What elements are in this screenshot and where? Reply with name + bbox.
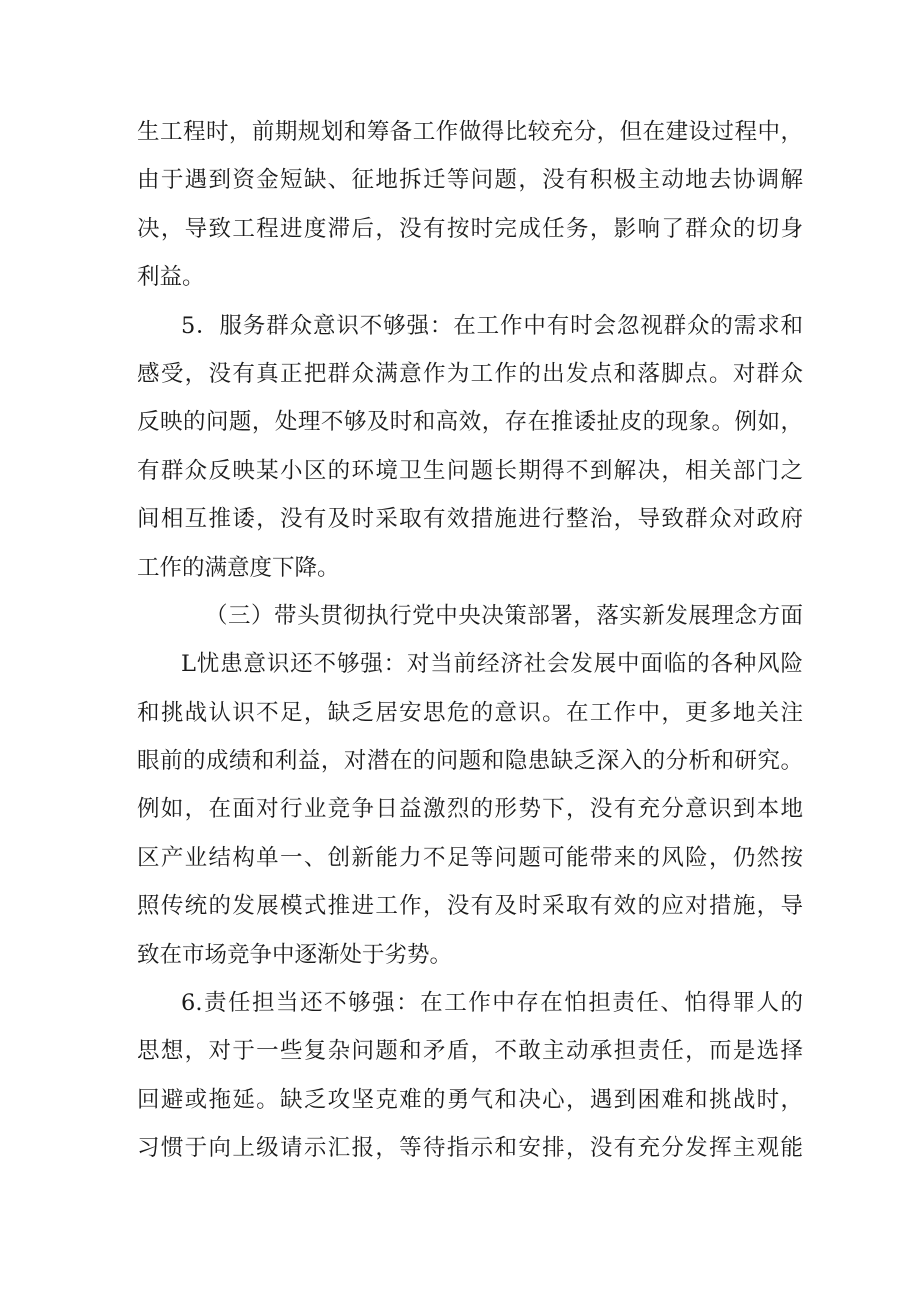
text-line: 利益。 [137,264,205,291]
text-line: 工作的满意度下降。 [137,554,340,581]
text-line: 思想，对于一些复杂问题和矛盾，不敢主动承担责任，而是选择 [137,1038,803,1065]
document-body [137,108,803,1173]
text-line: 决，导致工程进度滞后，没有按时完成任务，影响了群众的切身 [137,215,803,242]
text-line: 照传统的发展模式推进工作，没有及时采取有效的应对措施，导 [137,893,803,920]
text-line: 眼前的成绩和利益，对潜在的问题和隐患缺乏深入的分析和研究。 [137,748,803,775]
text-line: L忧患意识还不够强：对当前经济社会发展中面临的各种风险 [181,651,803,678]
text-line: 生工程时，前期规划和筹备工作做得比较充分，但在建设过程中， [137,119,803,145]
text-line: 感受，没有真正把群众满意作为工作的出发点和落脚点。对群众 [137,360,803,387]
text-line: 回避或拖延。缺乏攻坚克难的勇气和决心，遇到困难和挑战时， [137,1086,803,1113]
text-line: 致在市场竞争中逐渐处于劣势。 [137,941,453,968]
text-line: 5．服务群众意识不够强：在工作中有时会忽视群众的需求和 [181,312,803,339]
text-line: 反映的问题，处理不够及时和高效，存在推诿扯皮的现象。例如， [137,409,803,436]
text-line: 由于遇到资金短缺、征地拆迁等问题，没有积极主动地去协调解 [137,167,803,194]
text-line: 间相互推诿，没有及时采取有效措施进行整治，导致群众对政府 [137,506,803,533]
text-line: 例如，在面对行业竞争日益激烈的形势下，没有充分意识到本地 [137,796,803,823]
text-line: 习惯于向上级请示汇报，等待指示和安排，没有充分发挥主观能 [137,1135,803,1162]
text-line: 6.责任担当还不够强：在工作中存在怕担责任、怕得罪人的 [181,990,803,1017]
text-line: 区产业结构单一、创新能力不足等问题可能带来的风险，仍然按 [137,844,803,871]
text-line: 有群众反映某小区的环境卫生问题长期得不到解决，相关部门之 [137,457,803,484]
text-line: 和挑战认识不足，缺乏居安思危的意识。在工作中，更多地关注 [137,699,803,726]
section-heading: （三）带头贯彻执行党中央决策部署，落实新发展理念方面 [205,602,803,629]
